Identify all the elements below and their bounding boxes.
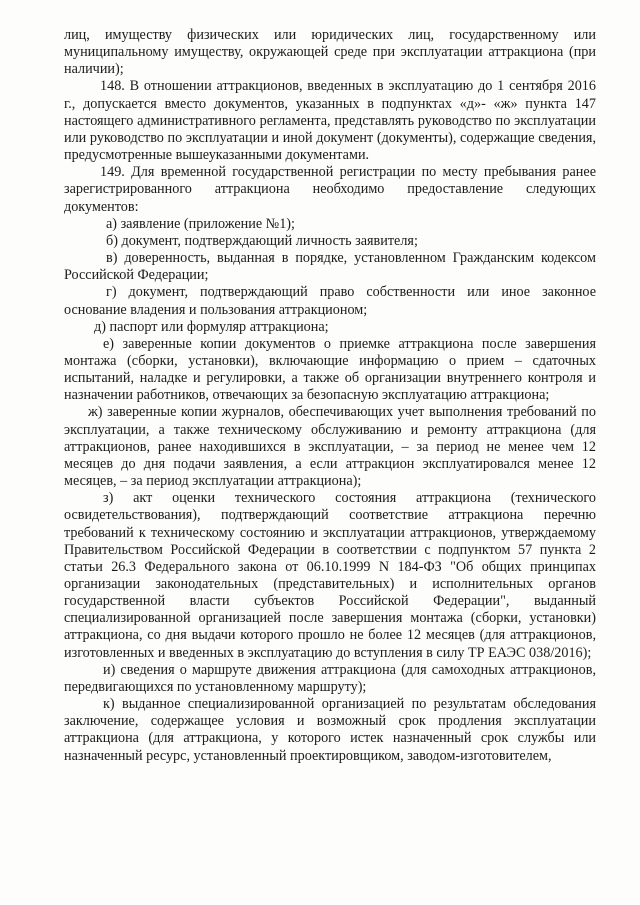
- list-item-z: з) акт оценки технического состояния аттракциона (технического освидетельствования), подтверждающий соответствие аттракциона перечню требований к техническому состоянию и эксплуатации аттракционов, утверждаемому Правительством Российской Федерации в соответствии с подпунктом 57 пункта 2 статьи 26.3 Федерального закона от 06.10.1999 N 184-ФЗ "Об общих принципах организации законодательных (представительных) и исполнительных органов государственной власти субъектов Российской Федерации", выданный специализированной организацией после завершения монтажа (сборки, установки) аттракциона, со дня выдачи которого прошло не более 12 месяцев (для аттракционов, изготовленных и введенных в эксплуатацию до вступления в силу ТР ЕАЭС 038/2016);: [64, 490, 596, 661]
- list-item-b: б) документ, подтверждающий личность заявителя;: [106, 232, 418, 249]
- list-item-i: и) сведения о маршруте движения аттракциона (для самоходных аттракционов, передвигающихся по установленному маршруту);: [64, 661, 596, 695]
- list-item-zh: ж) заверенные копии журналов, обеспечивающих учет выполнения требований по эксплуатации, а также техническому обслуживанию и ремонту аттракциона (для аттракционов, ранее находившихся в эксплуатации, – за период не менее чем 12 месяцев до дня подачи заявления, а если аттракцион эксплуатировался менее 12 месяцев, – за период эксплуатации аттракциона);: [64, 404, 596, 490]
- list-item-v: в) доверенность, выданная в порядке, установленном Гражданским кодексом Российской Федерации;: [64, 250, 596, 284]
- list-item-g: г) документ, подтверждающий право собственности или иное законное основание владения и пользования аттракционом;: [64, 284, 596, 318]
- list-item-d: д) паспорт или формуляр аттракциона;: [94, 318, 329, 335]
- document-body: [64, 27, 596, 765]
- paragraph-148: 148. В отношении аттракционов, введенных в эксплуатацию до 1 сентября 2016 г., допускается вместо документов, указанных в подпунктах «д»- «ж» пункта 147 настоящего административного регламента, представлять руководство по эксплуатации или руководство по эксплуатации и иной документ (документы), содержащие сведения, предусмотренные вышеуказанными документами.: [64, 78, 596, 164]
- paragraph-continuation: лиц, имуществу физических или юридических лиц, государственному или муниципальному имуществу, окружающей среде при эксплуатации аттракциона (при наличии);: [64, 27, 596, 78]
- paragraph-149: 149. Для временной государственной регистрации по месту пребывания ранее зарегистрированного аттракциона необходимо предоставление следующих документов:: [64, 164, 596, 215]
- list-item-a: а) заявление (приложение №1);: [106, 215, 295, 232]
- list-item-e: е) заверенные копии документов о приемке аттракциона после завершения монтажа (сборки, установки), включающие информацию о прием – сдаточных испытаний, наладке и регулировки, а также об организации внутреннего контроля и назначении работников, отвечающих за безопасную эксплуатацию аттракциона;: [64, 335, 596, 404]
- list-item-k: к) выданное специализированной организацией по результатам обследования заключение, содержащее условия и возможный срок продления эксплуатации аттракциона (для аттракциона, у которого истек назначенный срок службы или назначенный ресурс, установленный проектировщиком, заводом-изготовителем,: [64, 696, 596, 764]
